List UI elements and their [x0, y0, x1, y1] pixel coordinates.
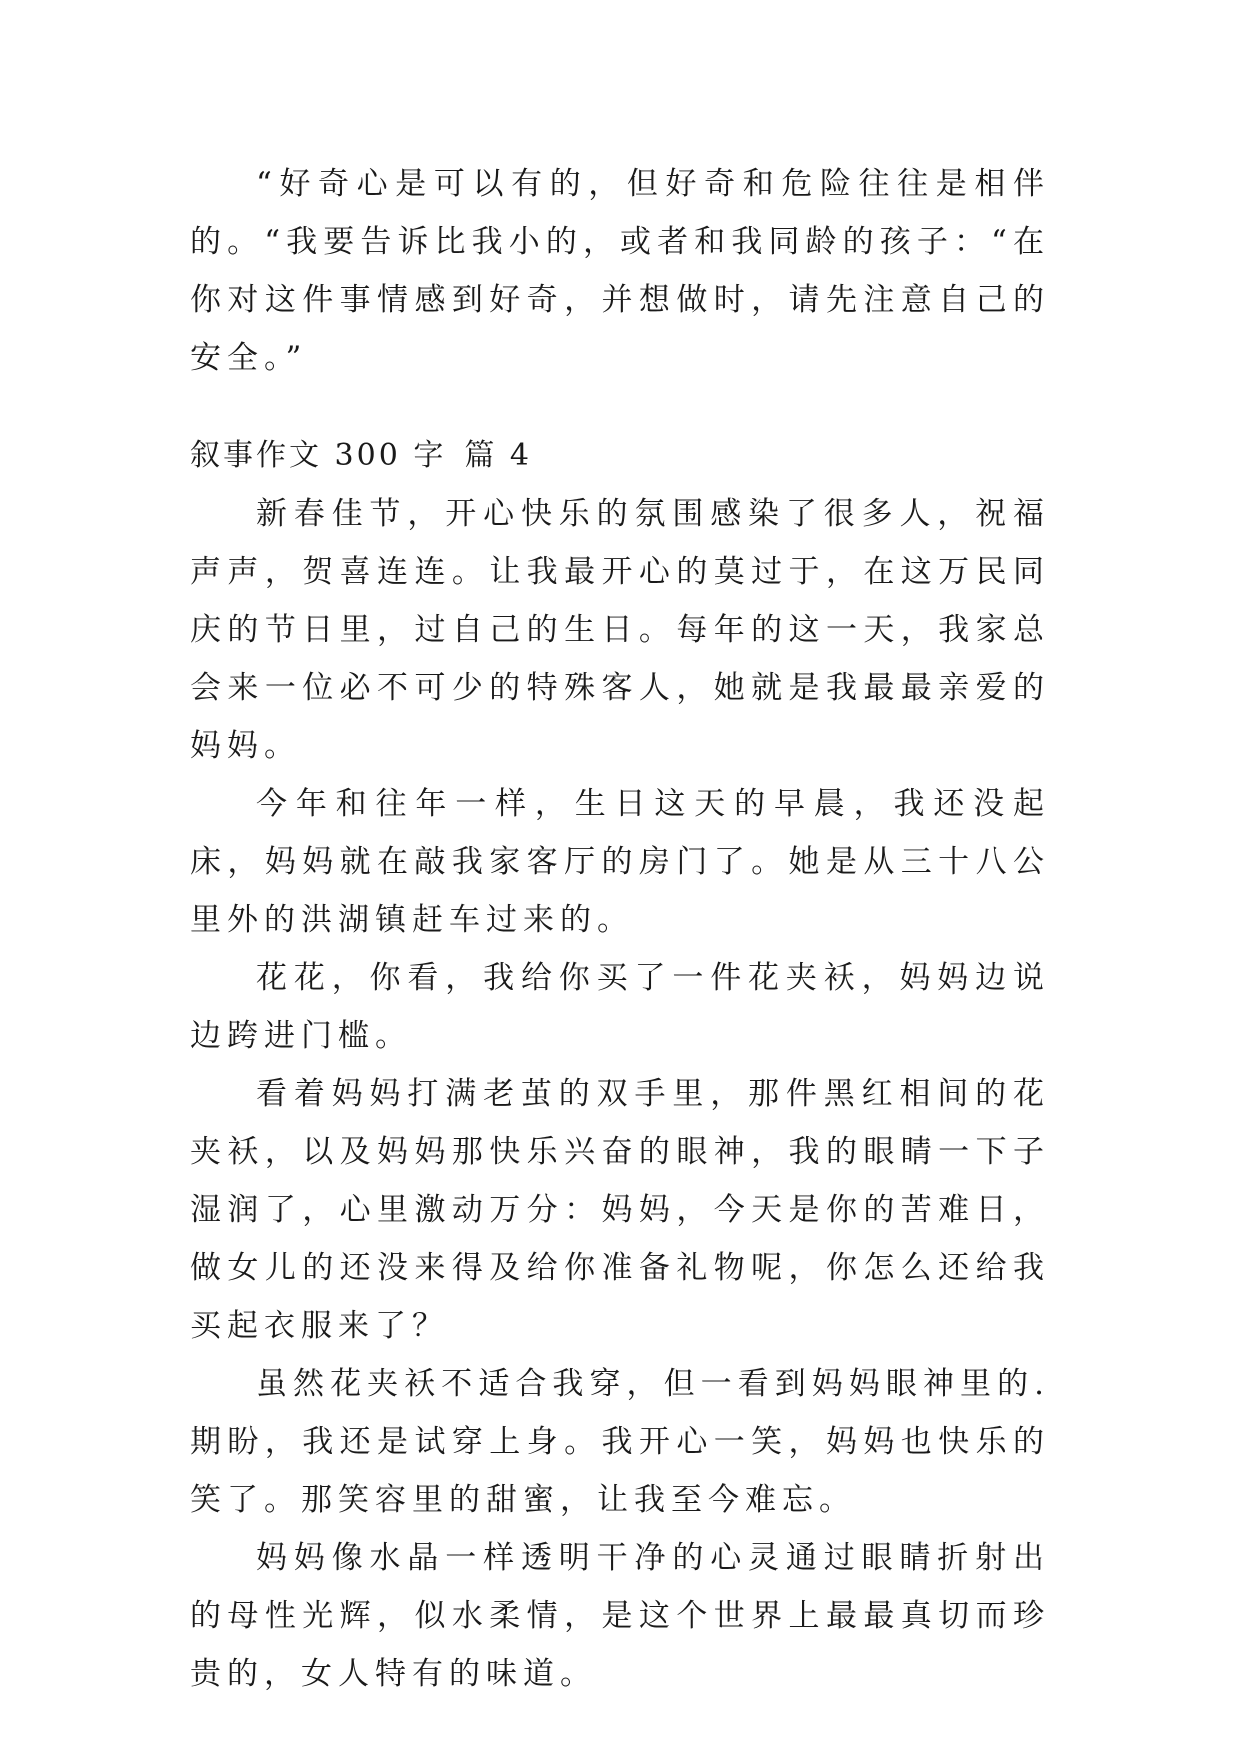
document-body: [190, 155, 1050, 1703]
body-paragraph: 妈妈像水晶一样透明干净的心灵通过眼睛折射出的母性光辉，似水柔情，是这个世界上最最真切而珍贵的，女人特有的味道。: [190, 1540, 1050, 1692]
body-paragraph: 花花，你看，我给你买了一件花夹袄，妈妈边说边跨进门槛。: [190, 960, 1050, 1054]
essay-section: [190, 427, 1050, 1703]
section-number: 篇 4: [464, 438, 532, 473]
section-title: 叙事作文 300 字: [190, 438, 447, 473]
body-paragraph: 新春佳节，开心快乐的氛围感染了很多人，祝福声声，贺喜连连。让我最开心的莫过于，在这万民同庆的节日里，过自己的生日。每年的这一天，我家总会来一位必不可少的特殊客人，她就是我最最亲爱的妈妈。: [190, 496, 1050, 764]
body-paragraph: 今年和往年一样，生日这天的早晨，我还没起床，妈妈就在敲我家客厅的房门了。她是从三十八公里外的洪湖镇赶车过来的。: [190, 786, 1050, 938]
body-paragraph: 虽然花夹袄不适合我穿，但一看到妈妈眼神里的.期盼，我还是试穿上身。我开心一笑，妈妈也快乐的笑了。那笑容里的甜蜜，让我至今难忘。: [190, 1366, 1050, 1518]
section-heading: [190, 427, 1050, 485]
intro-paragraph: “好奇心是可以有的，但好奇和危险往往是相伴的。“我要告诉比我小的，或者和我同龄的孩子：“在你对这件事情感到好奇，并想做时，请先注意自己的安全。”: [190, 166, 1050, 376]
body-paragraph: 看着妈妈打满老茧的双手里，那件黑红相间的花夹袄，以及妈妈那快乐兴奋的眼神，我的眼睛一下子湿润了，心里激动万分：妈妈，今天是你的苦难日，做女儿的还没来得及给你准备礼物呢，你怎么还给我买起衣服来了？: [190, 1076, 1050, 1344]
